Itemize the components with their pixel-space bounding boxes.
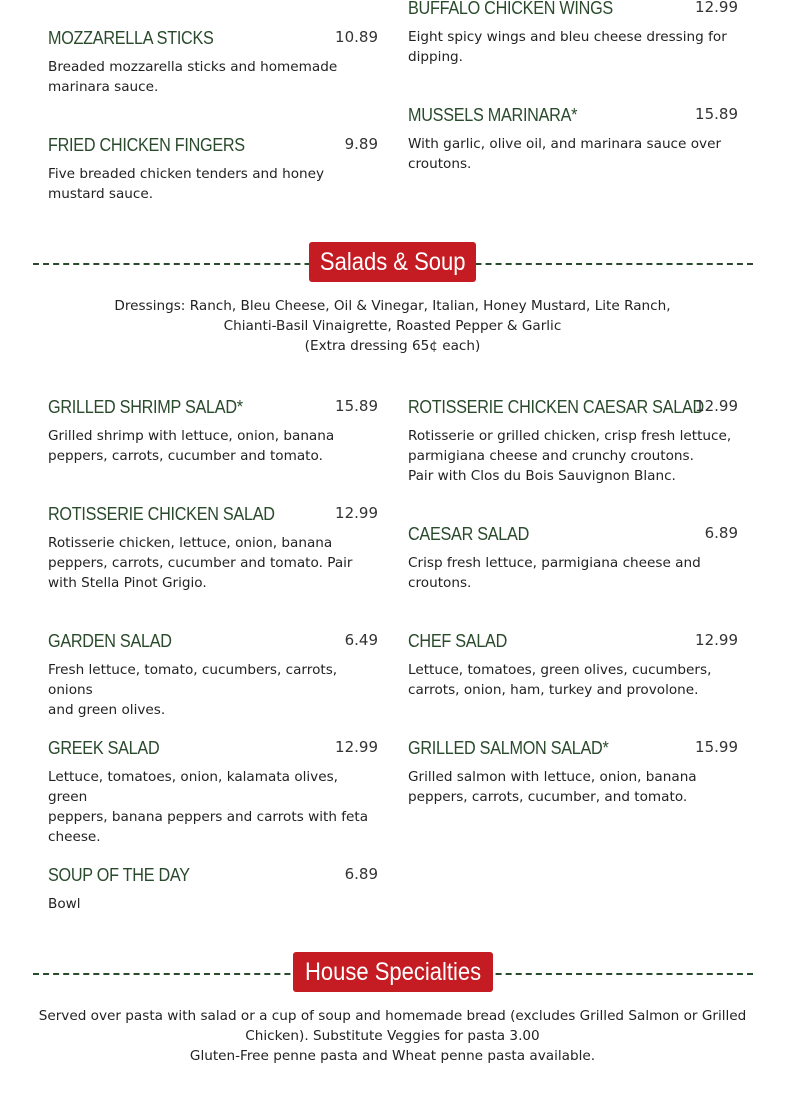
dressings-note: Dressings: Ranch, Bleu Cheese, Oil & Vinegar, Italian, Honey Mustard, Lite Ranch, Chianti-Basil Vinaigrette, Roasted Pepper & Garlic (Extra dressing 65¢ each)	[114, 298, 671, 354]
item-description: Rotisserie chicken, lettuce, onion, banana peppers, carrots, cucumber and tomato. Pair with Stella Pinot Grigio.	[48, 535, 353, 591]
item-price: 12.99	[335, 738, 378, 756]
section-title-specialties: House Specialties	[293, 952, 493, 992]
item-price: 6.89	[704, 524, 738, 542]
item-description: Eight spicy wings and bleu cheese dressing for dipping.	[408, 29, 727, 65]
item-price: 6.89	[344, 865, 378, 883]
item-price: 15.99	[695, 738, 738, 756]
item-description: Lettuce, tomatoes, green olives, cucumbers, carrots, onion, ham, turkey and provolone.	[408, 662, 712, 698]
item-price: 12.99	[695, 0, 738, 16]
item-name: GRILLED SALMON SALAD*	[408, 738, 609, 758]
item-description: Fresh lettuce, tomato, cucumbers, carrots, onions and green olives.	[48, 662, 338, 718]
item-price: 9.89	[344, 135, 378, 153]
item-description: Crisp fresh lettuce, parmigiana cheese and croutons.	[408, 555, 701, 591]
item-price: 12.99	[695, 397, 738, 415]
item-name: GREEK SALAD	[48, 738, 160, 758]
item-name: GARDEN SALAD	[48, 631, 172, 651]
item-price: 15.89	[695, 105, 738, 123]
item-description: Grilled shrimp with lettuce, onion, banana peppers, carrots, cucumber and tomato.	[48, 428, 335, 464]
item-name: ROTISSERIE CHICKEN SALAD	[48, 504, 275, 524]
item-name: SOUP OF THE DAY	[48, 865, 190, 885]
item-name: GRILLED SHRIMP SALAD*	[48, 397, 243, 417]
item-description: Breaded mozzarella sticks and homemade marinara sauce.	[48, 59, 338, 95]
item-description: Five breaded chicken tenders and honey mustard sauce.	[48, 166, 325, 202]
item-name: CHEF SALAD	[408, 631, 508, 651]
item-name: FRIED CHICKEN FINGERS	[48, 135, 245, 155]
item-price: 12.99	[695, 631, 738, 649]
item-name: MUSSELS MARINARA*	[408, 105, 578, 125]
item-name: CAESAR SALAD	[408, 524, 530, 544]
item-description: Lettuce, tomatoes, onion, kalamata olives, green peppers, banana peppers and carrots with feta cheese.	[48, 769, 369, 845]
section-title-salads: Salads & Soup	[309, 242, 476, 282]
specialties-note: Served over pasta with salad or a cup of soup and homemade bread (excludes Grilled Salmon or Grilled Chicken). Substitute Veggies for pasta 3.00 Gluten-Free penne pasta and Wheat penne pasta available.	[38, 1008, 747, 1064]
item-name: ROTISSERIE CHICKEN CAESAR SALAD	[408, 397, 704, 417]
item-price: 6.49	[344, 631, 378, 649]
item-price: 12.99	[335, 504, 378, 522]
item-price: 15.89	[335, 397, 378, 415]
item-description: Rotisserie or grilled chicken, crisp fresh lettuce, parmigiana cheese and crunchy croutons. Pair with Clos du Bois Sauvignon Blanc.	[408, 428, 732, 484]
item-description: Bowl	[48, 896, 81, 912]
item-description: Grilled salmon with lettuce, onion, banana peppers, carrots, cucumber, and tomato.	[408, 769, 697, 805]
item-name: BUFFALO CHICKEN WINGS	[408, 0, 613, 18]
item-price: 10.89	[335, 28, 378, 46]
item-description: With garlic, olive oil, and marinara sauce over croutons.	[408, 136, 722, 172]
item-name: MOZZARELLA STICKS	[48, 28, 214, 48]
